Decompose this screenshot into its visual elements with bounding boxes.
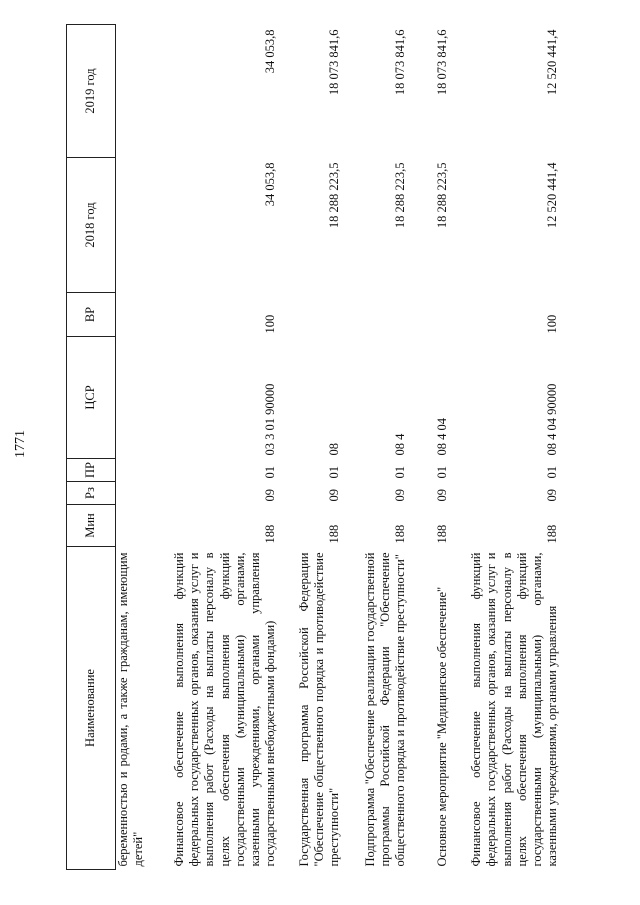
cell-name: Подпрограмма "Обеспечение реализации государственной программы Российской Федерации "Обеспечение общественного порядка и противодействие преступности" [362,552,408,867]
cell-rz: 09 [435,489,450,502]
cell-vr: 100 [263,314,278,334]
cell-min: 188 [393,524,408,544]
cell-min [116,505,147,547]
cell-2019: 18 073 841,6 [435,29,450,96]
budget-table [66,24,561,870]
cell-2018: 34 053,8 [263,162,278,207]
cell-vr [343,293,409,337]
cell-name: Основное мероприятие "Медицинское обеспечение" [435,586,450,867]
cell-csr: 08 4 [393,433,408,456]
cell-pr: 01 [393,466,408,479]
cell-2018: 18 288 223,5 [327,162,342,229]
table-row [147,25,279,870]
cell-vr [279,293,343,337]
cell-csr: 08 [327,443,342,456]
header-rz: Рз [67,482,116,505]
cell-rz: 09 [327,489,342,502]
cell-min: 188 [263,524,278,544]
cell-2018: 18 288 223,5 [393,162,408,229]
cell-csr: 08 4 04 [435,418,450,456]
cell-csr [116,337,147,459]
table-row [279,25,343,870]
rotated-page-content [66,25,586,870]
cell-2019: 18 073 841,6 [393,29,408,96]
header-2019: 2019 год [67,25,116,158]
cell-vr [409,293,451,337]
cell-min: 188 [327,524,342,544]
table-row [409,25,451,870]
cell-rz: 09 [393,489,408,502]
cell-2018 [116,158,147,293]
header-2018: 2018 год [67,158,116,293]
cell-csr: 03 3 01 90000 [263,383,278,456]
header-name: Наименование [67,547,116,870]
table-row [343,25,409,870]
cell-vr: 100 [545,314,560,334]
cell-2019: 12 520 441,4 [545,29,560,96]
cell-pr: 01 [545,466,560,479]
header-csr: ЦСР [67,337,116,459]
header-min: Мин [67,505,116,547]
cell-pr: 01 [327,466,342,479]
cell-pr: 01 [263,466,278,479]
cell-csr: 08 4 04 90000 [545,383,560,456]
cell-pr: 01 [435,466,450,479]
cell-rz: 09 [263,489,278,502]
cell-2019: 34 053,8 [263,29,278,74]
cell-min: 188 [545,524,560,544]
table-header-row [67,25,116,870]
cell-2018: 18 288 223,5 [435,162,450,229]
cell-rz [116,482,147,505]
cell-2019 [116,25,147,158]
cell-name: беременностью и родами, а также гражданам, имеющим детей" [116,552,146,867]
header-pr: ПР [67,459,116,482]
cell-name: Финансовое обеспечение выполнения функций федеральных государственных органов, оказания услуг и выполнения работ (Расходы на выплаты персоналу в целях обеспечения выполнения функций государственными (муниципальными) органами, казенными учреждениями, органами управления [469,552,560,867]
cell-rz: 09 [545,489,560,502]
cell-pr [116,459,147,482]
table-row [116,25,147,870]
cell-2019: 18 073 841,6 [327,29,342,96]
cell-name: Государственная программа Российской Федерации "Обеспечение общественного порядка и противодействие преступности" [296,552,342,867]
page-number: 1771 [13,430,28,458]
header-vr: ВР [67,293,116,337]
cell-vr [116,293,147,337]
cell-min: 188 [435,524,450,544]
cell-name: Финансовое обеспечение выполнения функций федеральных государственных органов, оказания услуг и выполнения работ (Расходы на выплаты персоналу в целях обеспечения выполнения функций государственными (муниципальными) органами, казенными учреждениями, органами управления государственными внебюджетными фондами) [171,552,278,867]
table-row [451,25,561,870]
cell-2018: 12 520 441,4 [545,162,560,229]
